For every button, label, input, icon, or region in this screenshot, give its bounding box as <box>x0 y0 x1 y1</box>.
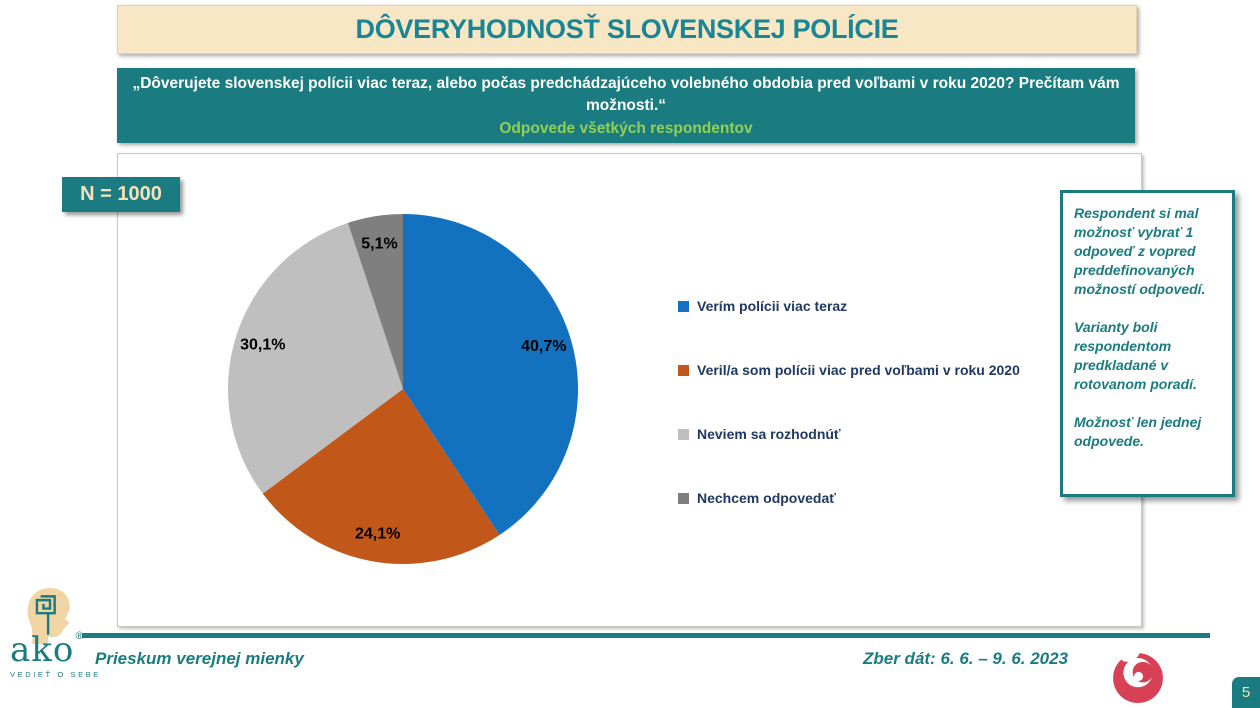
note-paragraph: Respondent si mal možnosť vybrať 1 odpoveď z vopred preddefinovaných možností odpovedí. <box>1074 205 1206 298</box>
footer-divider <box>82 633 1210 638</box>
legend-item <box>678 490 1020 506</box>
pie-value-label: 30,1% <box>240 336 286 354</box>
legend-swatch <box>678 301 689 312</box>
logo-wordmark <box>10 630 116 670</box>
respondents-subtitle: Odpovede všetkých respondentov <box>499 120 753 138</box>
methodology-note <box>1060 190 1235 497</box>
pie-value-label: 40,7% <box>521 338 567 356</box>
slide-title: DÔVERYHODNOSŤ SLOVENSKEJ POLÍCIE <box>355 14 899 44</box>
legend-label: Nechcem odpovedať <box>697 490 836 506</box>
logo-text: ako <box>10 630 75 670</box>
page-number-badge: 5 <box>1232 677 1260 708</box>
pie-value-label: 5,1% <box>361 235 398 253</box>
legend-swatch <box>678 429 689 440</box>
survey-question-text: „Dôverujete slovenskej polícii viac teraz, alebo počas predchádzajúceho volebného obdobia pred voľbami v roku 2020? Prečítam vám možnosti.“ <box>132 74 1120 114</box>
logo-tagline: VEDIEŤ O SEBE <box>10 670 101 679</box>
note-paragraph: Možnosť len jednej odpovede. <box>1074 414 1202 450</box>
legend-label: Verím polícii viac teraz <box>697 298 848 314</box>
legend-item <box>678 426 1020 442</box>
note-paragraph: Varianty boli respondentom predkladané v rotovanom poradí. <box>1074 319 1197 393</box>
registered-mark: ® <box>74 631 85 642</box>
pie-chart <box>228 214 578 564</box>
red-spiral-logo <box>1112 651 1164 703</box>
slide-title-bar <box>117 5 1137 54</box>
pie-value-label: 24,1% <box>355 525 401 543</box>
ako-agency-logo <box>8 586 116 679</box>
sample-size-badge: N = 1000 <box>62 177 180 212</box>
legend-label: Neviem sa rozhodnúť <box>697 426 841 442</box>
legend-item <box>678 298 1020 314</box>
footer-survey-type: Prieskum verejnej mienky <box>95 649 304 668</box>
chart-legend <box>678 298 1020 506</box>
question-banner <box>117 68 1135 143</box>
legend-swatch <box>678 365 689 376</box>
legend-swatch <box>678 493 689 504</box>
legend-label: Veril/a som polícii viac pred voľbami v roku 2020 <box>697 362 1020 378</box>
spiral-curl-gap <box>1134 672 1143 681</box>
legend-item <box>678 362 1020 378</box>
footer-date-range: Zber dát: 6. 6. – 9. 6. 2023 <box>863 649 1069 668</box>
